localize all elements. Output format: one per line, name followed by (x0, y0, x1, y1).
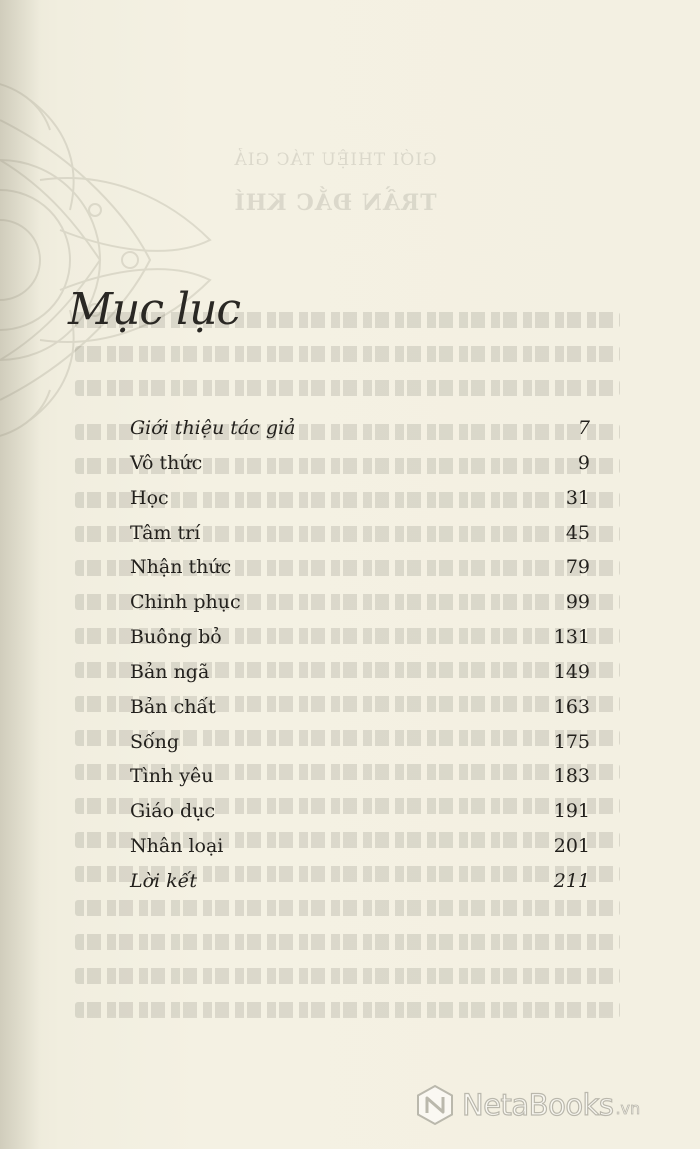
mandala-ornament (0, 60, 240, 460)
toc-entry (130, 452, 590, 487)
table-of-contents (130, 417, 590, 905)
watermark-suffix: .vn (615, 1099, 641, 1118)
toc-entry-page: 79 (565, 556, 590, 579)
toc-entry (130, 417, 590, 452)
bleed-heading-1: GIỚI THIỆU TÁC GIẢ (233, 150, 437, 170)
toc-entry-title: Chinh phục (130, 591, 241, 614)
toc-entry-title: Giáo dục (130, 800, 216, 823)
toc-entry (130, 800, 590, 835)
toc-entry-title: Giới thiệu tác giả (130, 417, 296, 439)
toc-entry (130, 661, 590, 696)
toc-entry-page: 7 (577, 417, 590, 439)
toc-entry-page: 131 (553, 626, 590, 649)
watermark-brand: NetaBooks (462, 1087, 614, 1122)
toc-entry (130, 556, 590, 591)
toc-entry-title: Sống (130, 730, 180, 753)
toc-entry-title: Học (130, 486, 169, 509)
bleed-line (75, 1002, 620, 1018)
netabooks-logo-icon (414, 1084, 456, 1126)
bleed-line (75, 968, 620, 984)
toc-entry-page: 191 (553, 800, 590, 823)
toc-entry-title: Bản ngã (130, 660, 210, 683)
bleed-line (75, 934, 620, 950)
toc-entry (130, 591, 590, 626)
toc-entry (130, 731, 590, 766)
toc-entry-title: Lời kết (130, 869, 198, 892)
toc-entry (130, 487, 590, 522)
toc-entry-page: 45 (565, 521, 590, 544)
toc-entry (130, 835, 590, 870)
toc-entry-page: 9 (577, 451, 590, 474)
toc-entry (130, 626, 590, 661)
toc-entry-title: Nhận thức (130, 556, 232, 579)
page-title: Mục lục (68, 284, 241, 335)
toc-entry-page: 201 (553, 835, 590, 858)
toc-entry (130, 870, 590, 905)
toc-entry (130, 522, 590, 557)
toc-entry-page: 163 (553, 695, 590, 718)
toc-entry-page: 211 (553, 869, 590, 892)
netabooks-watermark (414, 1084, 684, 1126)
toc-entry-page: 175 (553, 730, 590, 753)
toc-entry-page: 183 (553, 765, 590, 788)
toc-entry-page: 99 (565, 591, 590, 614)
toc-entry-title: Tâm trí (130, 521, 201, 544)
toc-entry-page: 149 (553, 660, 590, 683)
toc-entry-title: Vô thức (130, 451, 203, 474)
toc-entry-page: 31 (565, 486, 590, 509)
toc-entry-title: Tình yêu (130, 765, 214, 788)
toc-entry-title: Bản chất (130, 695, 216, 718)
toc-entry (130, 765, 590, 800)
bleed-heading-2: TRẦN ĐẮC KHÍ (233, 190, 437, 216)
toc-entry-title: Nhân loại (130, 835, 224, 858)
toc-entry-title: Buông bỏ (130, 626, 222, 649)
toc-entry (130, 696, 590, 731)
